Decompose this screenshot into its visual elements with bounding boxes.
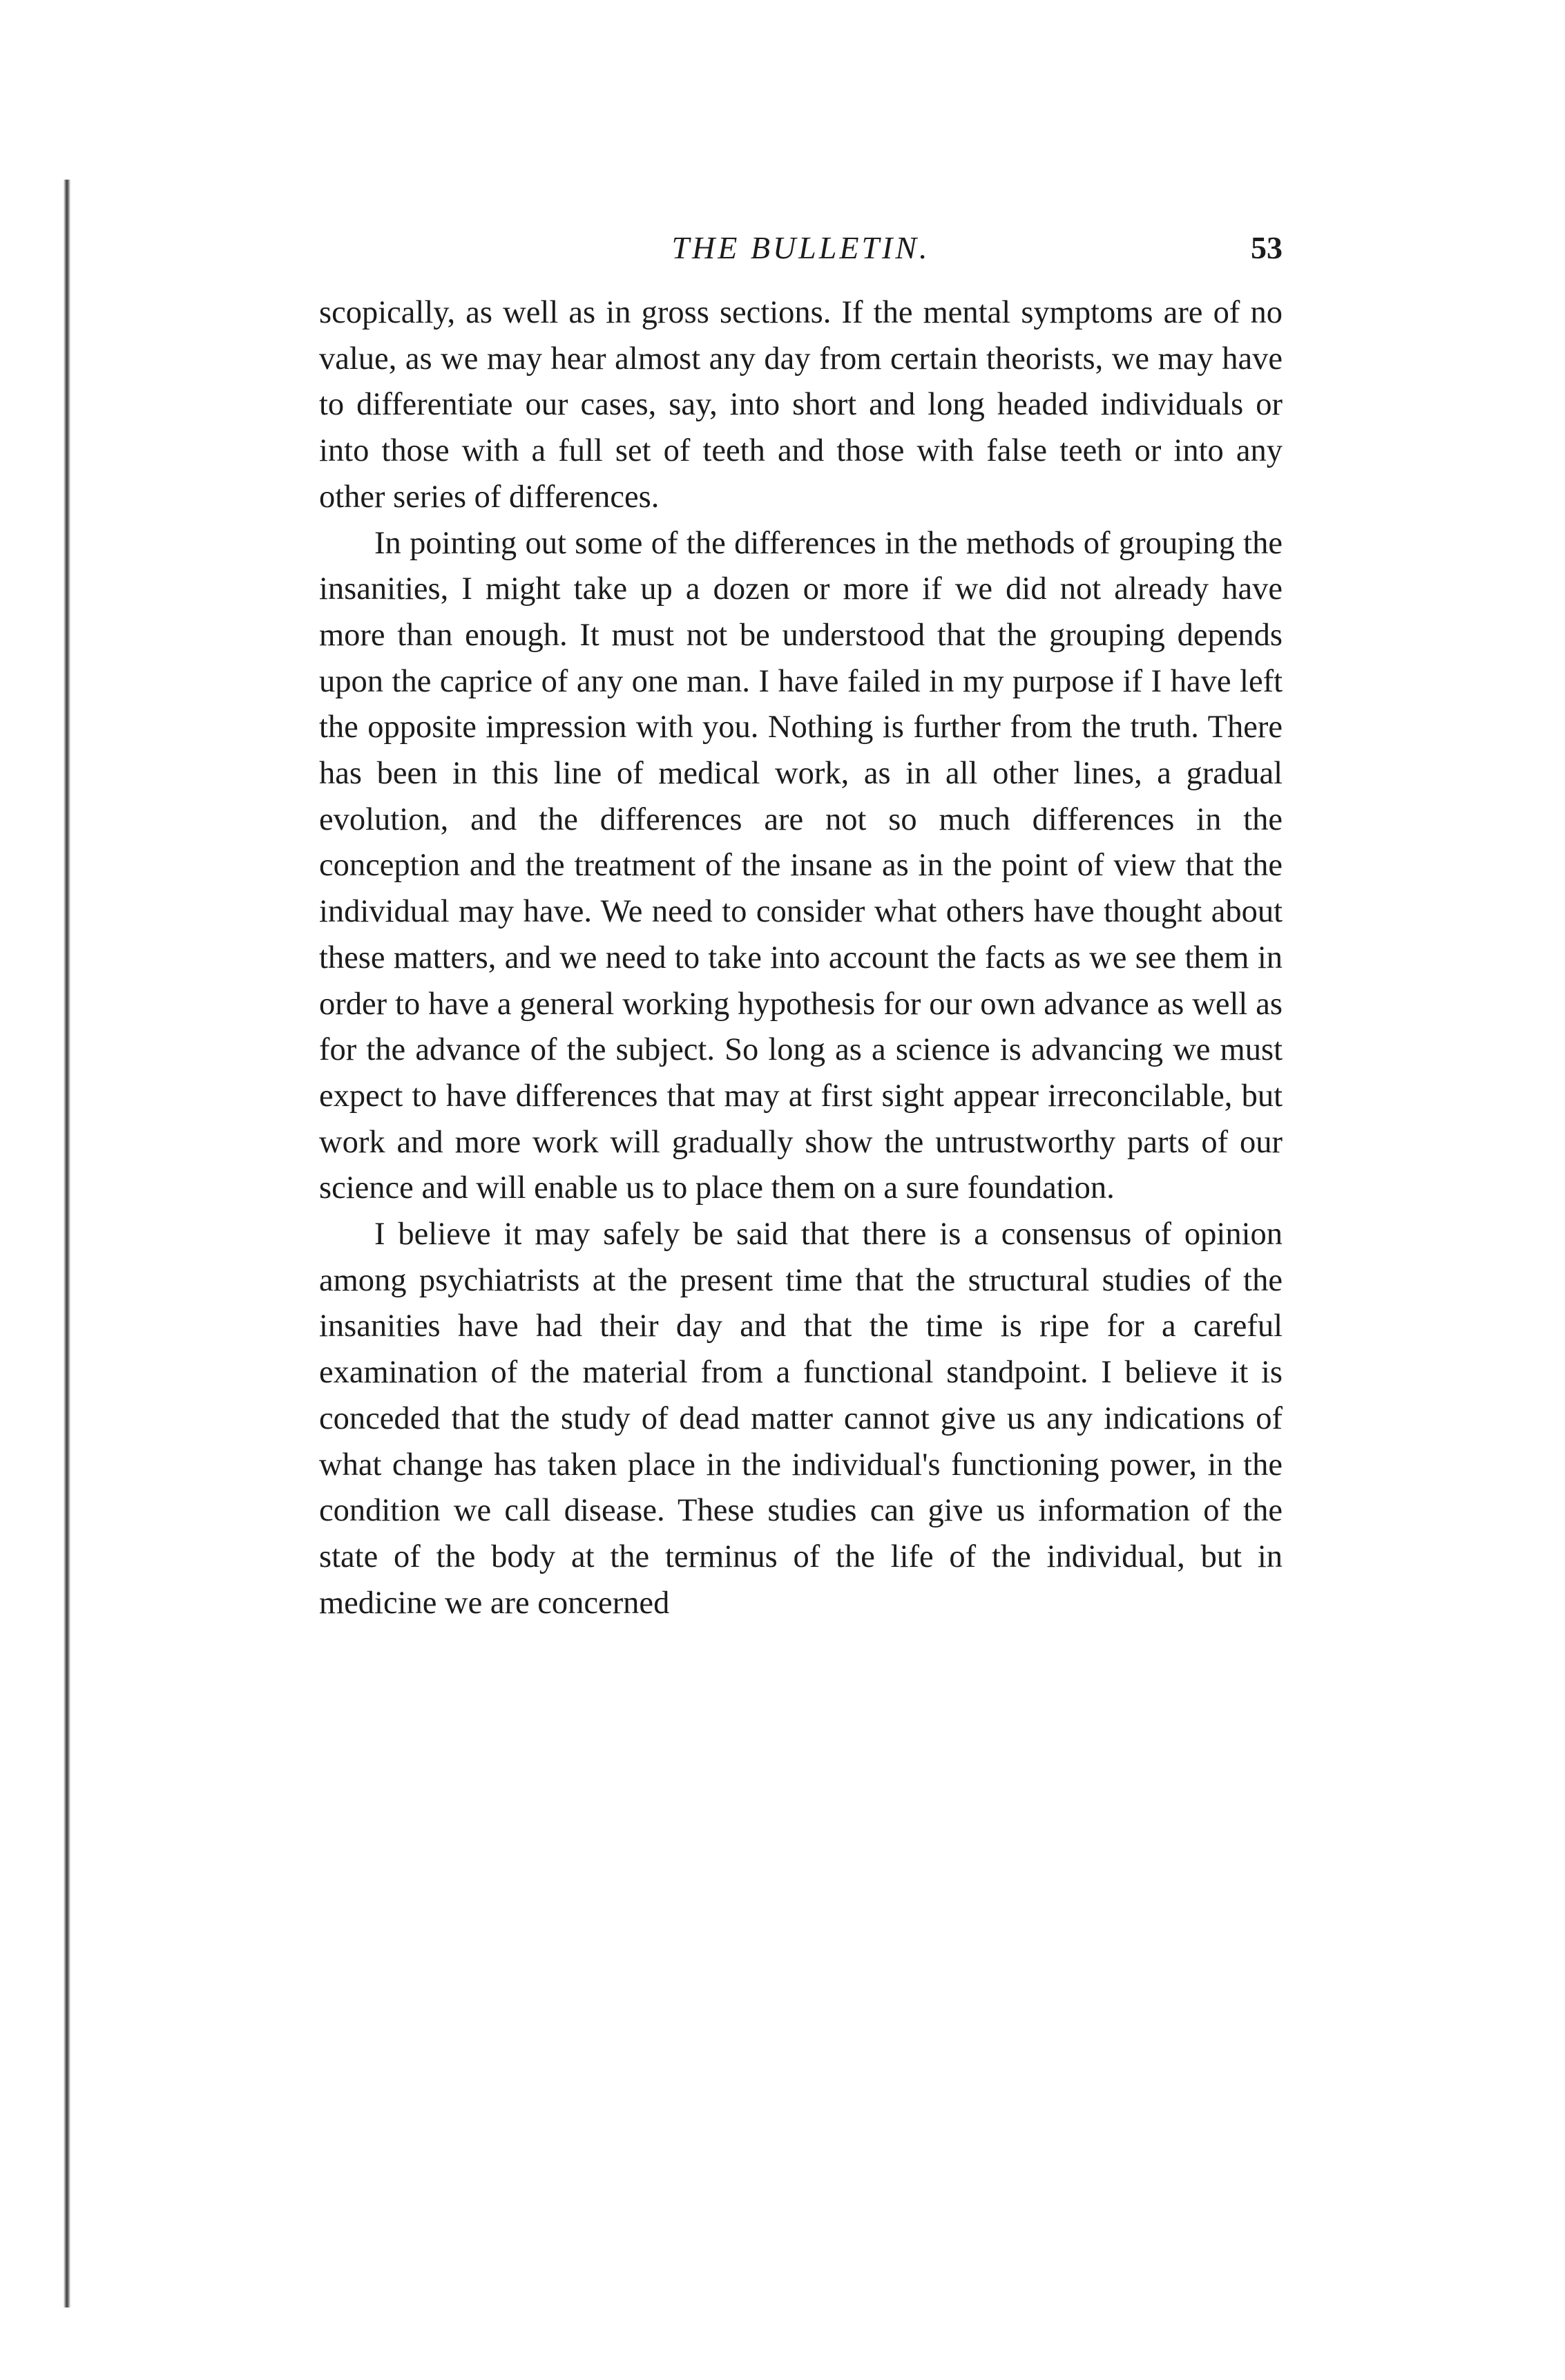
paragraph-grouping-methods: In pointing out some of the differences in the methods of grouping the insanities, I might take up a dozen or more if we did not already have more than enough. It must not be understood that the grouping depends upon the caprice of any one man. I have failed in my purpose if I have left the opposite impression with you. Nothing is further from the truth. There has been in this line of medical work, as in all other lines, a gradual evolution, and the differences are not so much differences in the conception and the treatment of the insane as in the point of view that the individual may have. We need to consider what others have thought about these matters, and we need to take into account the facts as we see them in order to have a general working hypothesis for our own advance as well as for the advance of the subject. So long as a science is advancing we must expect to have differences that may at first sight appear irreconcilable, but work and more work will gradually show the untrustworthy parts of our science and will enable us to place them on a sure foundation.	[319, 525, 1283, 1206]
book-page	[319, 221, 1283, 1626]
page-number: 53	[1251, 230, 1283, 265]
paragraph-continuation: scopically, as well as in gross sections. If the mental symptoms are of no value, as we may hear almost any day from certain theorists, we may have to differentiate our cases, say, into short and long headed individuals or into those with a full set of teeth and those with false teeth or into any other series of differences.	[319, 295, 1283, 515]
running-title: THE BULLETIN.	[671, 230, 930, 265]
body-text	[319, 290, 1283, 1626]
paragraph-consensus: I believe it may safely be said that there is a consensus of opinion among psychiatrists at the present time that the structural studies of the insanities have had their day and that the time is ripe for a careful examination of the material from a functional standpoint. I believe it is conceded that the study of dead matter cannot give us any indications of what change has taken place in the individual's functioning power, in the condition we call disease. These studies can give us information of the state of the body at the terminus of the life of the individual, but in medicine we are concerned	[319, 1217, 1283, 1621]
page-header	[319, 221, 1283, 290]
binding-edge-shadow	[64, 180, 70, 2307]
